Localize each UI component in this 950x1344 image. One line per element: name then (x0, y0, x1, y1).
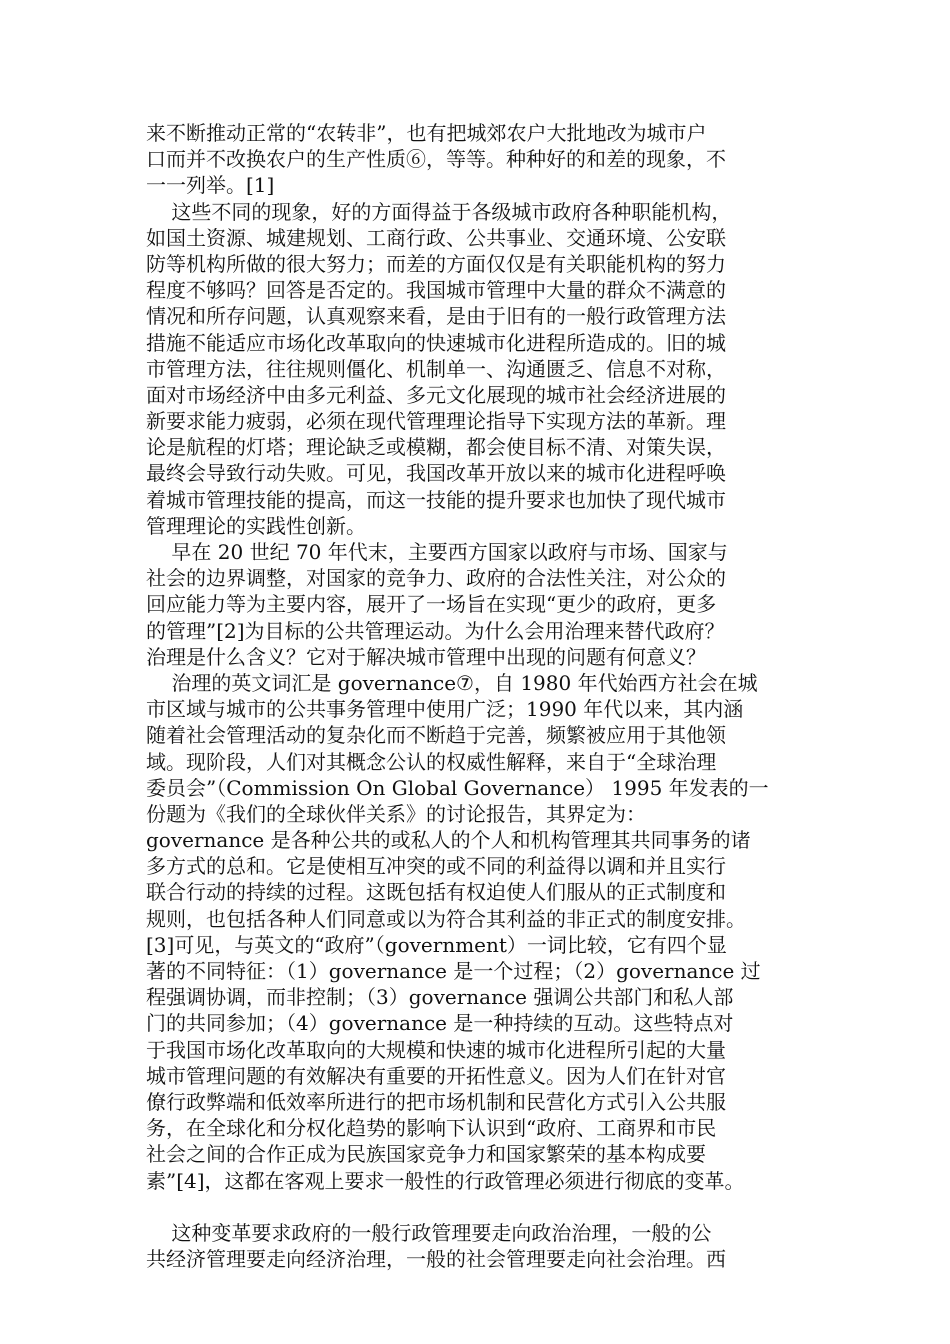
text-line: 面对市场经济中由多元利益、多元文化展现的城市社会经济进展的 (146, 382, 726, 407)
text-line: 份题为《我们的全球伙伴关系》的讨论报告，其界定为： (146, 801, 646, 826)
text-line: governance 是各种公共的或私人的个人和机构管理其共同事务的诸 (146, 828, 751, 853)
text-line: 随着社会管理活动的复杂化而不断趋于完善，频繁被应用于其他领 (146, 723, 726, 748)
text-line: 域。现阶段，人们对其概念公认的权威性解释，来自于“全球治理 (146, 749, 717, 774)
text-line: [3]可见，与英文的“政府”（government）一词比较，它有四个显 (146, 932, 727, 957)
text-line: 著的不同特征：（1）governance 是一个过程；（2）governance 过 (146, 959, 761, 983)
text-line: 城市管理问题的有效解决有重要的开拓性意义。因为人们在针对官 (146, 1063, 726, 1088)
text-line: 如国土资源、城建规划、工商行政、公共事业、交通环境、公安联 (146, 225, 726, 250)
blank-line (146, 1194, 826, 1220)
body-text (146, 120, 826, 1272)
text-line: 最终会导致行动失败。可见，我国改革开放以来的城市化进程呼唤 (146, 461, 726, 486)
text-line: 早在 20 世纪 70 年代末，主要西方国家以政府与市场、国家与 (146, 540, 728, 564)
text-line: 素”[4]，这都在客观上要求一般性的行政管理必须进行彻底的变革。 (146, 1168, 745, 1193)
text-line: 防等机构所做的很大努力；而差的方面仅仅是有关职能机构的努力 (146, 251, 726, 276)
text-line: 僚行政弊端和低效率所进行的把市场机制和民营化方式引入公共服 (146, 1089, 726, 1114)
text-line: 社会的边界调整，对国家的竞争力、政府的合法性关注，对公众的 (146, 566, 726, 591)
text-line: 委员会”（Commission On Global Governance） 1995 年发表的一 (146, 775, 769, 800)
text-line: 多方式的总和。它是使相互冲突的或不同的利益得以调和并且实行 (146, 854, 726, 879)
text-line: 程强调协调，而非控制；（3）governance 强调公共部门和私人部 (146, 985, 734, 1010)
text-line: 情况和所存问题，认真观察来看，是由于旧有的一般行政管理方法 (146, 304, 726, 329)
text-line: 这种变革要求政府的一般行政管理要走向政治治理，一般的公 (146, 1220, 712, 1245)
text-line: 规则，也包括各种人们同意或以为符合其利益的非正式的制度安排。 (146, 906, 746, 931)
text-line: 共经济管理要走向经济治理，一般的社会管理要走向社会治理。西 (146, 1247, 726, 1272)
text-line: 这些不同的现象，好的方面得益于各级城市政府各种职能机构， (146, 199, 732, 224)
text-line: 市区域与城市的公共事务管理中使用广泛；1990 年代以来，其内涵 (146, 697, 744, 722)
text-line: 市管理方法，往往规则僵化、机制单一、沟通匮乏、信息不对称， (146, 356, 726, 381)
text-line: 于我国市场化改革取向的大规模和快速的城市化进程所引起的大量 (146, 1037, 726, 1062)
text-line: 门的共同参加；（4）governance 是一种持续的互动。这些特点对 (146, 1011, 734, 1036)
text-line: 论是航程的灯塔；理论缺乏或模糊，都会使目标不清、对策失误， (146, 435, 726, 460)
text-line: 来不断推动正常的“农转非”，也有把城郊农户大批地改为城市户 (146, 121, 707, 145)
text-line: 社会之间的合作正成为民族国家竞争力和国家繁荣的基本构成要 (146, 1142, 706, 1167)
text-line: 联合行动的持续的过程。这既包括有权迫使人们服从的正式制度和 (146, 880, 726, 905)
text-line: 措施不能适应市场化改革取向的快速城市化进程所造成的。旧的城 (146, 330, 726, 355)
text-line: 管理理论的实践性创新。 (146, 513, 366, 538)
text-line: 务，在全球化和分权化趋势的影响下认识到“政府、工商界和市民 (146, 1116, 717, 1141)
text-line: 程度不够吗？回答是否定的。我国城市管理中大量的群众不满意的 (146, 278, 726, 303)
text-line: 治理是什么含义？它对于解决城市管理中出现的问题有何意义？ (146, 644, 706, 669)
text-line: 的管理”[2]为目标的公共管理运动。为什么会用治理来替代政府？ (146, 618, 725, 643)
text-line: 新要求能力疲弱，必须在现代管理理论指导下实现方法的革新。理 (146, 409, 726, 434)
text-line: 一一列举。[1] (146, 173, 275, 198)
text-line: 回应能力等为主要内容，展开了一场旨在实现“更少的政府，更多 (146, 592, 717, 617)
text-line: 口而并不改换农户的生产性质⑥，等等。种种好的和差的现象，不 (146, 147, 726, 172)
text-line: 治理的英文词汇是 governance⑦，自 1980 年代始西方社会在城 (146, 670, 758, 695)
text-line: 着城市管理技能的提高，而这一技能的提升要求也加快了现代城市 (146, 487, 726, 512)
